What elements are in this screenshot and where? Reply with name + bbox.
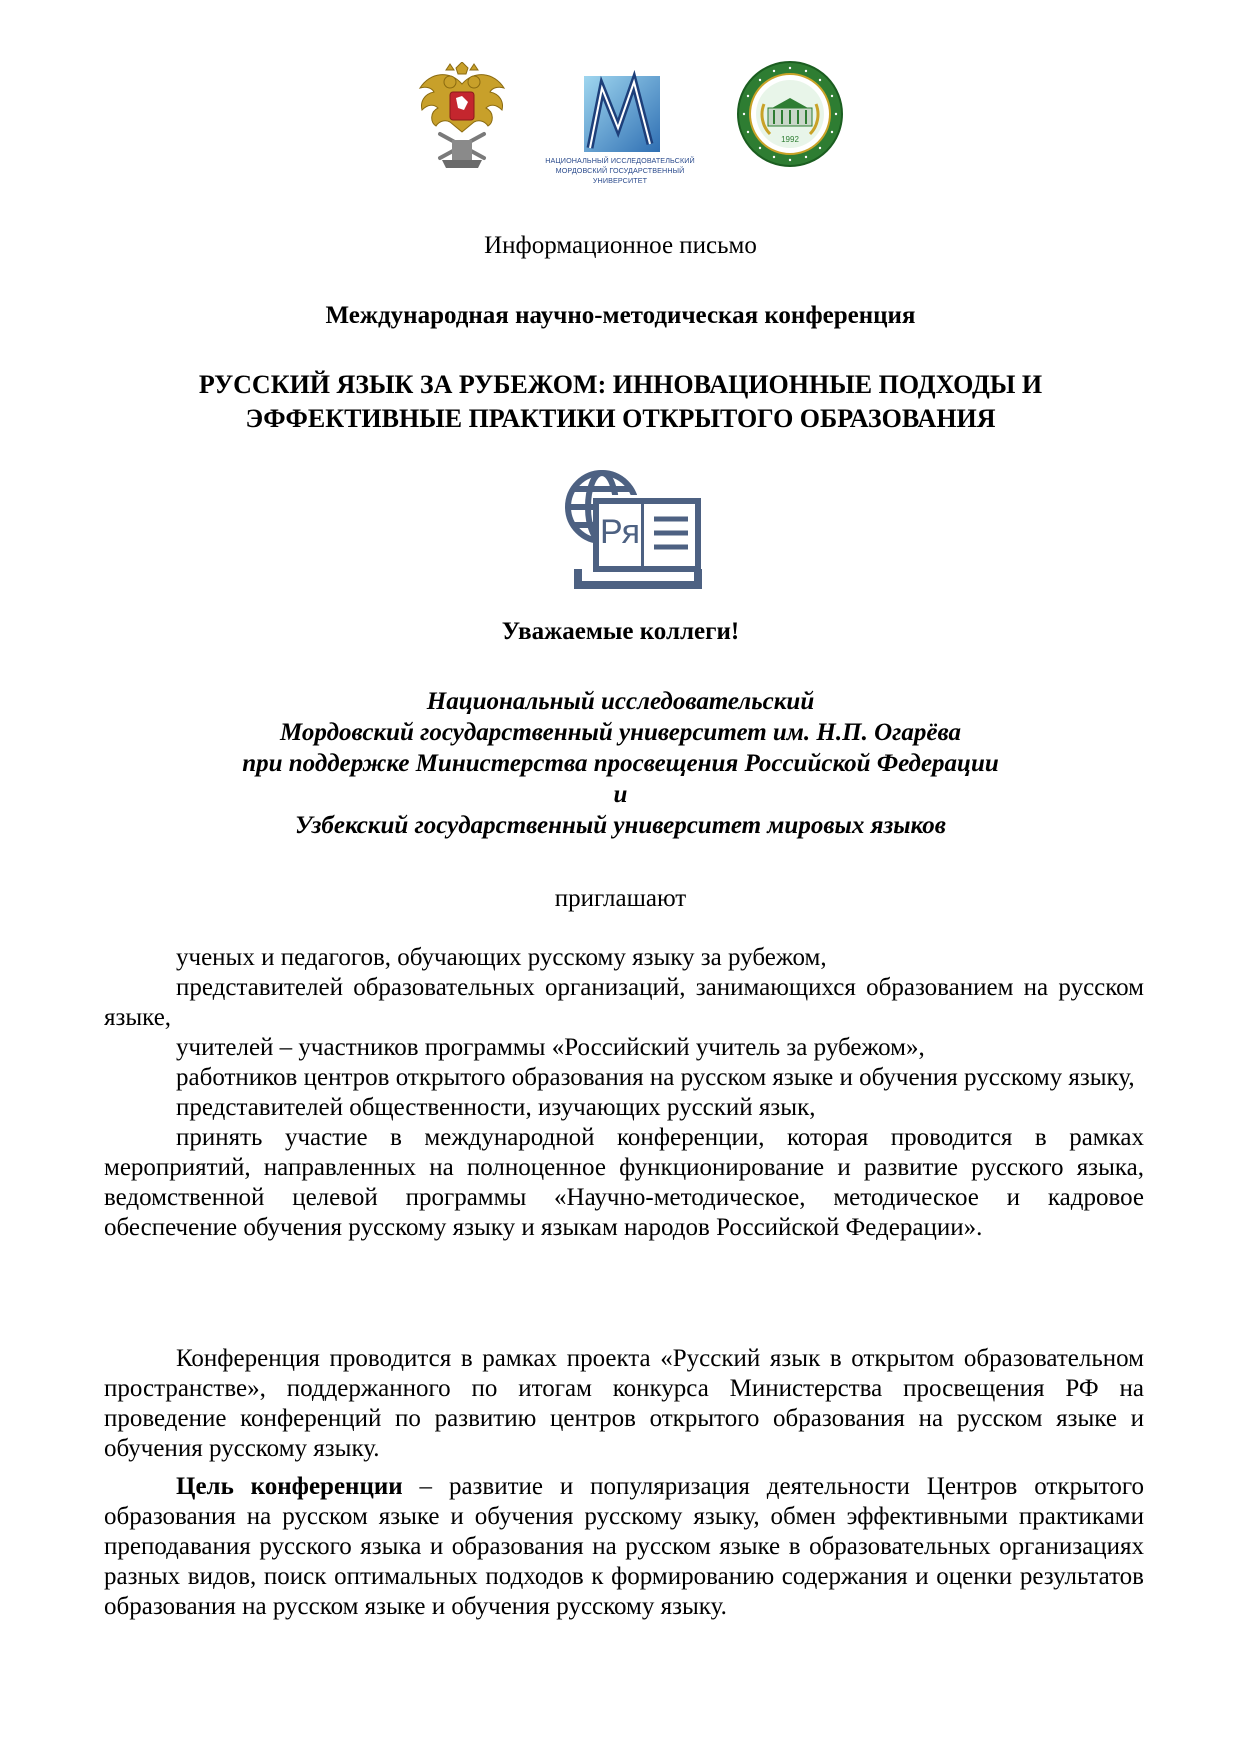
conference-title-line1: РУССКИЙ ЯЗЫК ЗА РУБЕЖОМ: ИННОВАЦИОННЫЕ ПОДХОДЫ И	[198, 370, 1043, 399]
organizer-line: при поддержке Министерства просвещения Российской Федерации	[242, 750, 999, 777]
list-item: принять участие в международной конференции, которая проводится в рамках мероприятий, направленных на полноценное функционирование и развитие русского языка, ведомственной целевой программы «Научно-методическое, методическое и кадровое обеспечение обучения русскому языку и языкам народов Российской Федерации».	[104, 1124, 1144, 1241]
project-paragraph	[104, 1344, 1144, 1464]
goal-paragraph	[104, 1472, 1144, 1622]
organizer-line: и	[613, 781, 628, 808]
list-item: представителей общественности, изучающих русский язык,	[176, 1094, 816, 1121]
list-item: ученых и педагогов, обучающих русскому языку за рубежом,	[176, 944, 827, 971]
goal-text: – развитие и популяризация деятельности Центров открытого образования на русском языке и обучения русскому языку, обмен эффективными практиками преподавания русского языка и образования на русском языке в образовательных организациях разных видов, поиск оптимальных подходов к формированию содержания и оценки результатов образования на русском языке и обучения русскому языку.	[104, 1473, 1144, 1620]
list-item: учителей – участников программы «Российский учитель за рубежом»,	[176, 1034, 925, 1061]
uzbek-university-seal-icon	[736, 60, 844, 168]
conference-type: Международная научно-методическая конференция	[325, 302, 916, 329]
university-caption-line1: НАЦИОНАЛЬНЫЙ ИССЛЕДОВАТЕЛЬСКИЙ	[545, 156, 695, 165]
conference-title	[0, 368, 1241, 436]
globe-book-icon	[548, 465, 708, 595]
list-item: работников центров открытого образования на русском языке и обучения русскому языку,	[176, 1064, 1135, 1091]
letter-type: Информационное письмо	[484, 232, 757, 259]
goal-label: Цель конференции	[176, 1473, 403, 1500]
icon-letters: Ря	[600, 513, 640, 551]
state-emblem-icon	[412, 62, 512, 172]
invite-verb: приглашают	[554, 885, 687, 912]
greeting: Уважаемые коллеги!	[501, 618, 740, 645]
organizer-line: Мордовский государственный университет им. Н.П. Огарёва	[280, 719, 961, 746]
university-logo	[532, 68, 708, 186]
list-item: представителей образовательных организаций, занимающихся образованием на русском языке,	[104, 974, 1144, 1031]
invitee-list	[104, 943, 1144, 1243]
university-caption-line2: МОРДОВСКИЙ ГОСУДАРСТВЕННЫЙ УНИВЕРСИТЕТ	[555, 166, 685, 185]
organizer-line: Узбекский государственный университет мировых языков	[295, 812, 946, 839]
organizers	[0, 686, 1241, 841]
organizer-line: Национальный исследовательский	[426, 688, 815, 715]
conference-title-line2: ЭФФЕКТИВНЫЕ ПРАКТИКИ ОТКРЫТОГО ОБРАЗОВАНИЯ	[245, 404, 996, 433]
paragraph-text: Конференция проводится в рамках проекта «Русский язык в открытом образовательном пространстве», поддержанного по итогам конкурса Министерства просвещения РФ на проведение конференций по развитию центров открытого образования на русском языке и обучения русскому языку.	[104, 1345, 1144, 1462]
seal-year: 1992	[781, 135, 799, 144]
logo-row	[0, 58, 1241, 188]
